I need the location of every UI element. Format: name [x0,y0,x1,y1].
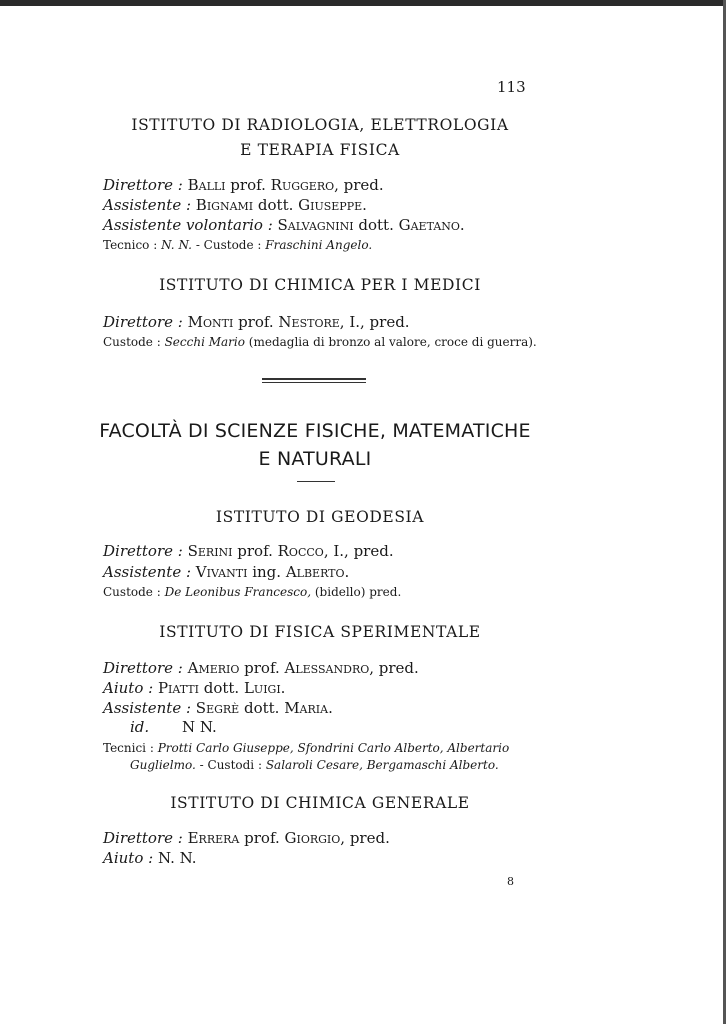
direttore-tail: , pred. [340,829,390,847]
custode-label: Custode : [103,585,165,599]
direttore-title: prof. [239,829,285,847]
assistente-name: Alberto. [285,563,350,581]
direttore-name: Rocco [277,542,324,560]
direttore-label: Direttore : [103,313,183,331]
custodi-names: Salaroli Cesare, Bergamaschi Alberto. [265,758,499,772]
section-separator-bottom [262,382,366,383]
direttore-label: Direttore : [103,542,183,560]
direttore-tail: , I., pred. [339,313,410,331]
radiologia-assistente [103,196,367,214]
facolta-title-line2: E NATURALI [258,448,372,470]
section-separator-top [262,378,366,380]
direttore-name: Giorgio [284,829,341,847]
assistente-name: Maria. [284,699,333,717]
volontario-title: dott. [353,216,399,234]
direttore-title: prof. [233,313,279,331]
direttore-name: Ruggero [270,176,335,194]
direttore-label: Direttore : [103,176,183,194]
direttore-surname: Monti [187,313,234,331]
custode-name: Secchi Mario [164,335,245,349]
geodesia-assistente [103,563,349,581]
geodesia-heading: ISTITUTO DI GEODESIA [215,508,425,526]
chimica-generale-heading: ISTITUTO DI CHIMICA GENERALE [170,794,470,812]
custode-label: Custode : [103,335,165,349]
page-number: 113 [497,78,526,96]
radiologia-heading-line1: ISTITUTO DI RADIOLOGIA, ELETTROLOGIA [131,116,509,134]
fisica-direttore [103,659,419,677]
volontario-name: Gaetano. [398,216,465,234]
assistente-label: Assistente : [103,699,192,717]
assistente-title: dott. [239,699,285,717]
custode-tail: (medaglia di bronzo al valore, croce di guerra). [244,335,537,349]
direttore-surname: Balli [187,176,226,194]
direttore-tail: , I., pred. [323,542,394,560]
assistente-surname: Bignami [195,196,254,214]
assistente-surname: Segrè [195,699,240,717]
direttore-title: prof. [232,542,278,560]
facolta-short-rule [297,481,335,482]
direttore-tail: , pred. [334,176,384,194]
tecnici-names-cont: Guglielmo. [130,758,196,772]
custode-name: De Leonibus Francesco, [164,585,312,599]
scan-top-edge [0,0,726,6]
chimica-medici-custode [103,335,537,349]
direttore-title: prof. [225,176,271,194]
direttore-surname: Serini [187,542,233,560]
tecnico-value: N. N. [161,238,192,252]
fisica-aiuto [103,679,285,697]
assistente-label: Assistente : [103,196,192,214]
assistente-label: Assistente : [103,563,192,581]
radiologia-direttore [103,176,384,194]
radiologia-tecnico-custode [103,238,372,252]
geodesia-custode [103,585,401,599]
aiuto-surname: Piatti [157,679,199,697]
direttore-label: Direttore : [103,659,183,677]
id-value: N N. [181,718,217,736]
radiologia-assistente-volontario [103,216,465,234]
tecnico-label: Tecnico : [103,238,162,252]
chimica-medici-heading: ISTITUTO DI CHIMICA PER I MEDICI [159,276,481,294]
assistente-title: ing. [247,563,286,581]
direttore-surname: Errera [187,829,240,847]
fisica-tecnici-line2 [130,758,499,772]
fisica-tecnici-line1 [103,741,509,755]
id-label: id. [130,718,150,736]
tecnici-names: Protti Carlo Giuseppe, Sfondrini Carlo Alberto, Albertario [157,741,510,755]
volontario-surname: Salvagnini [277,216,354,234]
assistente-title: dott. [253,196,299,214]
aiuto-label: Aiuto : [103,849,154,867]
direttore-label: Direttore : [103,829,183,847]
direttore-tail: , pred. [369,659,419,677]
chimica-generale-aiuto [103,849,197,867]
aiuto-value: N. N. [153,849,197,867]
fisica-assistente [103,699,333,717]
geodesia-direttore [103,542,394,560]
aiuto-name: Luigi. [243,679,286,697]
chimica-medici-direttore [103,313,410,331]
aiuto-title: dott. [198,679,244,697]
facolta-title-line1: FACOLTÀ DI SCIENZE FISICHE, MATEMATICHE [99,420,531,442]
assistente-name: Giuseppe. [298,196,367,214]
assistente-surname: Vivanti [195,563,248,581]
custode-value: Fraschini Angelo. [265,238,373,252]
aiuto-label: Aiuto : [103,679,154,697]
tecnici-label: Tecnici : [103,741,158,755]
direttore-name: Alessandro [284,659,370,677]
custode-label: - Custode : [192,238,266,252]
chimica-generale-direttore [103,829,390,847]
fisica-id-line [130,718,217,736]
fisica-heading: ISTITUTO DI FISICA SPERIMENTALE [159,623,481,641]
volontario-label: Assistente volontario : [103,216,273,234]
direttore-title: prof. [239,659,285,677]
direttore-name: Nestore [278,313,340,331]
custodi-label: - Custodi : [195,758,266,772]
signature-mark: 8 [507,875,514,888]
direttore-surname: Amerio [187,659,240,677]
radiologia-heading-line2: E TERAPIA FISICA [240,141,400,159]
custode-tail: (bidello) pred. [311,585,402,599]
